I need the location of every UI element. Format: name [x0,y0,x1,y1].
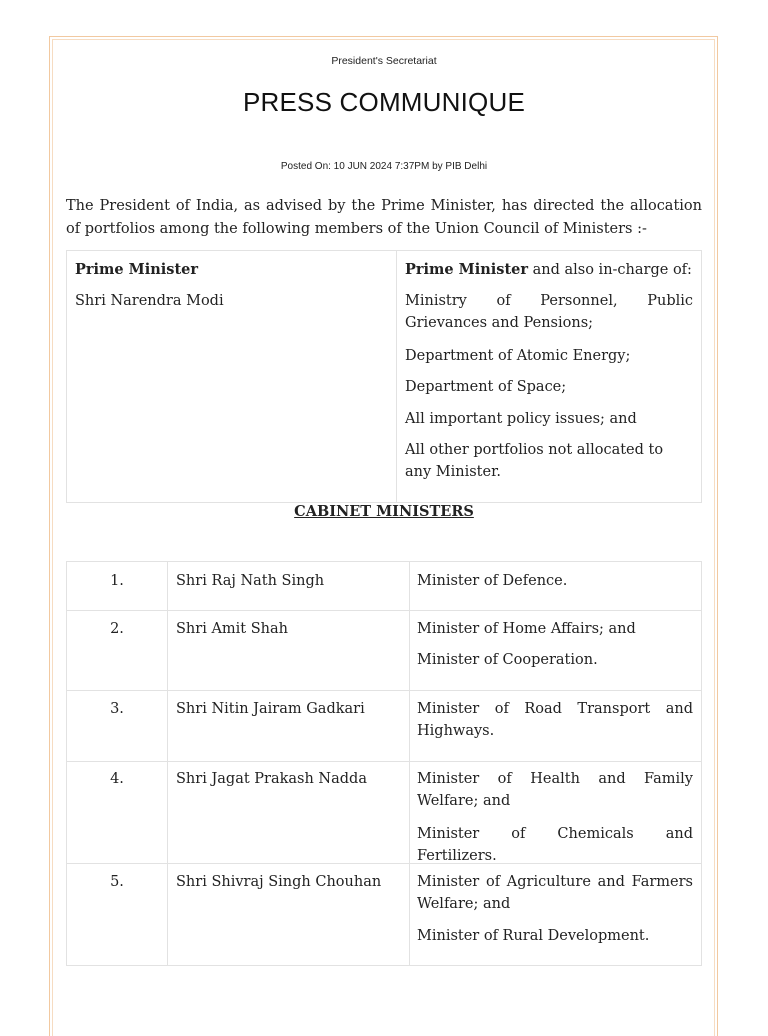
pm-portfolio-item: All important policy issues; and [405,411,637,427]
minister-name: Shri Amit Shah [176,621,288,637]
table-divider [409,562,410,965]
minister-portfolio: Minister of Cooperation. [417,652,598,668]
minister-portfolio: Minister of Agriculture and Farmers Welfare; and [417,874,693,912]
minister-name: Shri Jagat Prakash Nadda [176,771,367,787]
row-number: 1. [110,573,124,589]
row-divider [67,690,701,691]
pm-portfolio-header-rest: and also in-charge of: [528,262,692,278]
table-divider [396,251,397,502]
cabinet-ministers-heading: CABINET MINISTERS [294,503,474,520]
posted-on: Posted On: 10 JUN 2024 7:37PM by PIB Delhi [280,161,488,172]
prime-minister-table [66,250,702,503]
pm-portfolio-item: Department of Space; [405,379,567,395]
minister-name: Shri Raj Nath Singh [176,573,325,589]
table-divider [167,562,168,965]
pm-portfolio-item: All other portfolios not allocated to any Minister. [405,442,664,480]
pm-name: Shri Narendra Modi [75,293,224,309]
minister-name: Shri Nitin Jairam Gadkari [176,701,365,717]
minister-portfolio: Minister of Home Affairs; and [417,621,636,637]
cabinet-ministers-table [66,561,702,966]
minister-portfolio: Minister of Health and Family Welfare; and [417,771,693,809]
row-divider [67,761,701,762]
pm-portfolio-item: Department of Atomic Energy; [405,348,631,364]
minister-name: Shri Shivraj Singh Chouhan [176,874,382,890]
minister-portfolio: Minister of Chemicals and Fertilizers. [417,826,693,864]
minister-portfolio: Minister of Road Transport and Highways. [417,701,693,739]
intro-paragraph: The President of India, as advised by the Prime Minister, has directed the allocation of portfolios among the following members of the Union Council of Ministers :- [66,198,702,237]
row-number: 4. [110,771,124,787]
pm-portfolio-header-bold: Prime Minister [405,261,529,278]
pm-label: Prime Minister [75,261,199,278]
pm-portfolio-item: Ministry of Personnel, Public Grievances and Pensions; [405,293,693,331]
page-title: PRESS COMMUNIQUE [242,87,525,117]
row-number: 3. [110,701,124,717]
row-number: 5. [110,874,124,890]
minister-portfolio: Minister of Rural Development. [417,928,650,944]
row-number: 2. [110,621,124,637]
row-divider [67,610,701,611]
pm-portfolio-header [405,259,692,281]
minister-portfolio: Minister of Defence. [417,573,568,589]
secretariat-label: President's Secretariat [331,55,437,67]
